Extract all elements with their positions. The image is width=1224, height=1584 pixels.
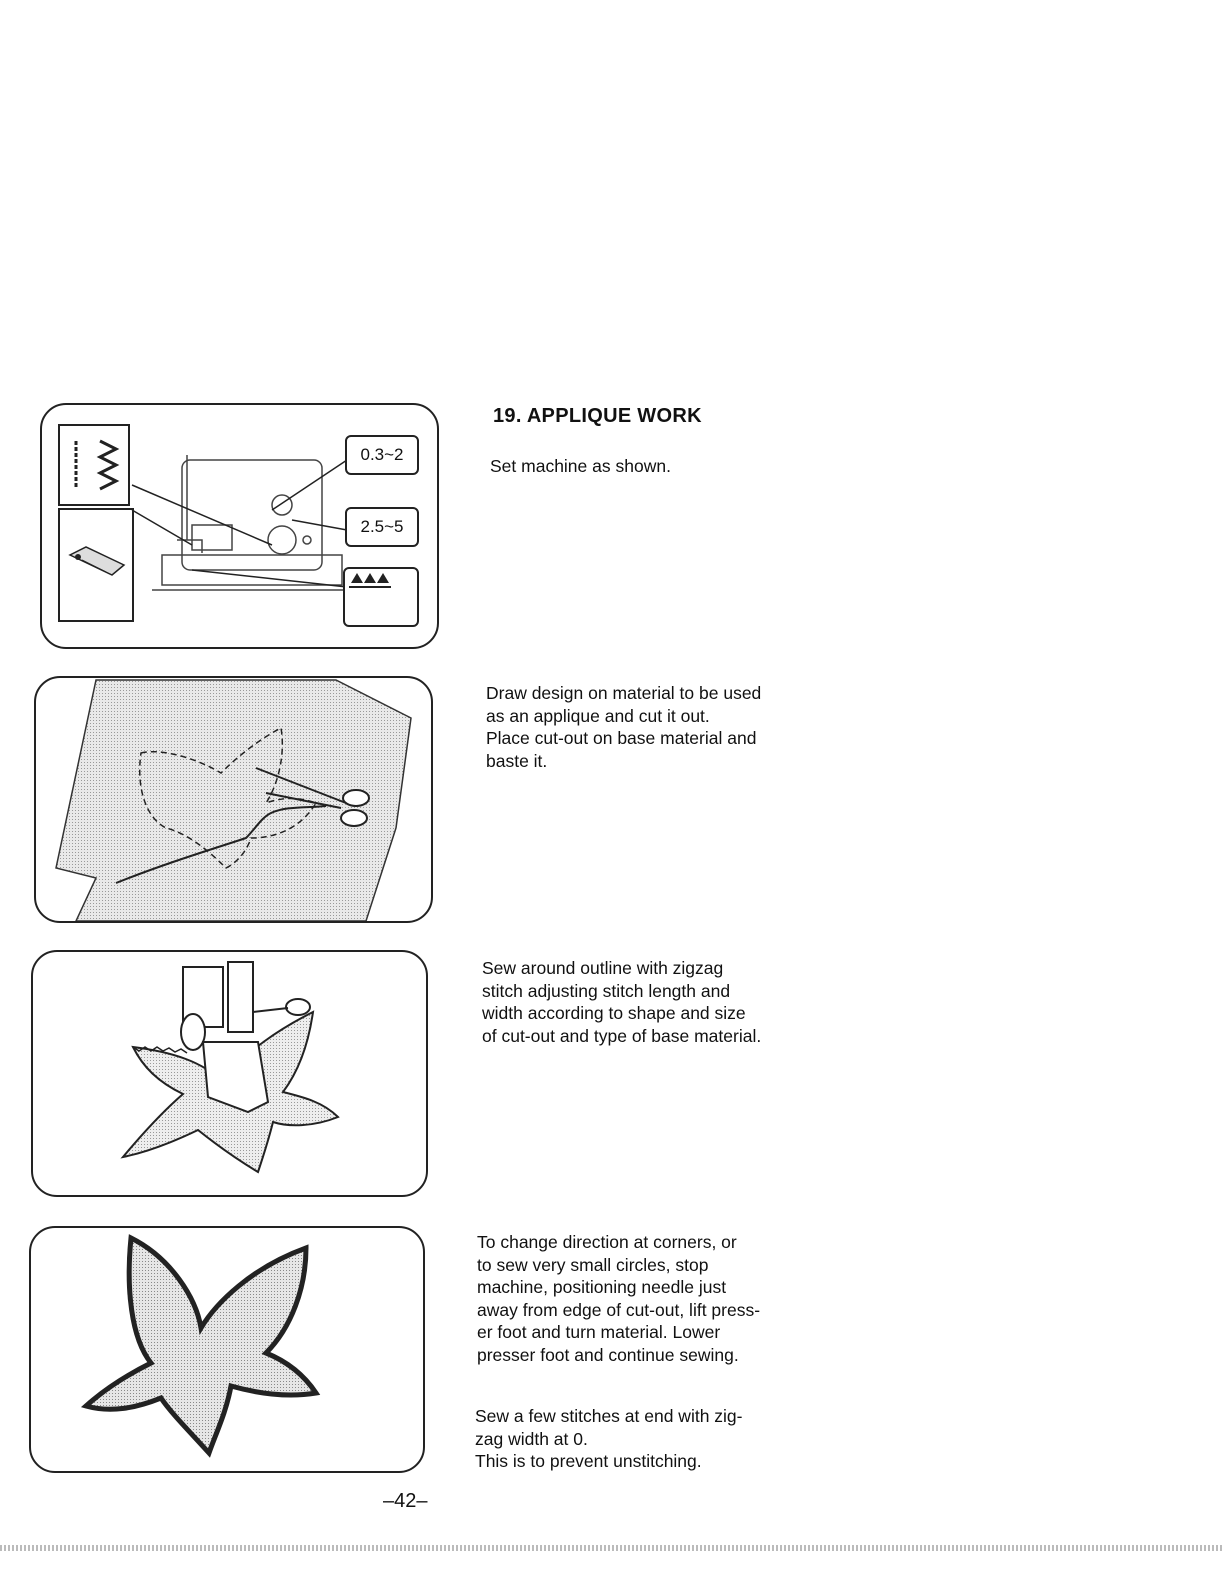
- machine-settings-illustration: [40, 403, 439, 649]
- stitch-length-value: 2.5~5: [360, 517, 404, 536]
- zigzag-sewing-drawing: [33, 952, 426, 1195]
- feed-dog-setting: [343, 567, 419, 627]
- finished-applique-illustration: [29, 1226, 425, 1473]
- feed-dog-up-icon: [345, 569, 395, 589]
- step-4-text: To change direction at corners, or to sew very small circles, stop machine, positioning needle just away from edge of cut-out, lift press- er foot and turn material. Lower presser foot and continue sewing.: [477, 1232, 761, 1365]
- stitch-length-setting: [345, 507, 419, 547]
- cut-out-illustration: [34, 676, 433, 923]
- step-1-text: Set machine as shown.: [490, 456, 671, 476]
- cutting-applique-drawing: [36, 678, 431, 921]
- sewing-outline-illustration: [31, 950, 428, 1197]
- scan-edge-strip: [0, 1545, 1224, 1551]
- finished-leaf-drawing: [31, 1228, 423, 1471]
- step-3-text: Sew around outline with zigzag stitch adjusting stitch length and width according to shape and size of cut-out and type of base material.: [482, 958, 762, 1046]
- machine-body: [152, 455, 352, 590]
- page-number: –42–: [383, 1490, 428, 1512]
- step-2-text: Draw design on material to be used as an applique and cut it out. Place cut-out on base material and baste it.: [486, 683, 762, 771]
- section-title: 19. APPLIQUE WORK: [493, 405, 702, 427]
- step-5-text: Sew a few stitches at end with zig- zag width at 0. This is to prevent unstitching.: [475, 1406, 743, 1471]
- stitch-width-setting: [345, 435, 419, 475]
- stitch-width-value: 0.3~2: [360, 445, 404, 464]
